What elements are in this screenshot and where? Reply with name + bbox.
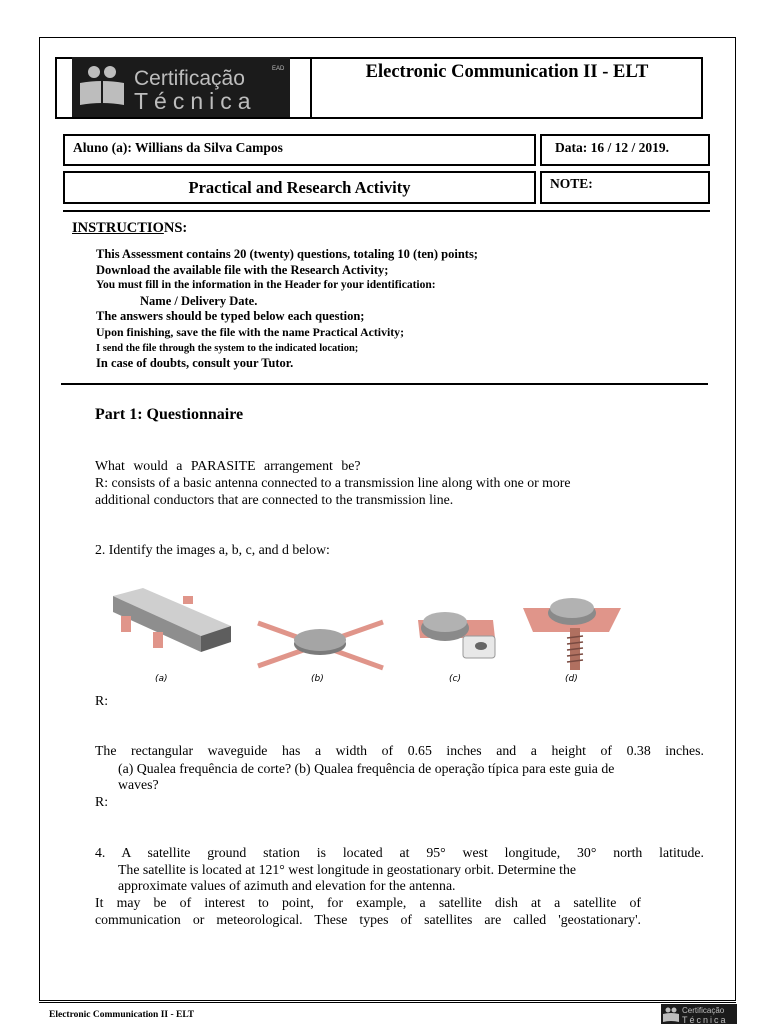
- instruction-item: You must fill in the information in the Header for your identification:: [96, 279, 436, 292]
- instruction-item: The answers should be typed below each question;: [96, 309, 365, 324]
- component-c-icon: [418, 612, 495, 658]
- student-label: Aluno (a): Willians da Silva Campos: [73, 140, 283, 155]
- component-d-icon: [523, 598, 621, 670]
- logo-graphic-icon: [72, 57, 290, 117]
- instruction-item: I send the file through the system to the indicated location;: [96, 342, 359, 354]
- q3-line2: (a) Qualea frequência de corte? (b) Qualea frequência de operação típica para este guia de: [118, 761, 615, 776]
- q1-answer-l2: additional conductors that are connected to the transmission line.: [95, 492, 454, 507]
- logo-sup: EAD: [272, 66, 285, 72]
- svg-text:Técnica: Técnica: [682, 1015, 728, 1024]
- q1-question: What would a PARASITE arrangement be?: [95, 458, 361, 473]
- instruction-item: This Assessment contains 20 (twenty) questions, totaling 10 (ten) points;: [96, 247, 478, 261]
- instruction-item: Upon finishing, save the file with the name Practical Activity;: [96, 324, 405, 339]
- footer-logo-icon: [661, 1004, 737, 1024]
- q3-line1: The rectangular waveguide has a width of 0.65 inches and a height of 0.38 inches.: [95, 743, 704, 758]
- date-label: Data: 16 / 12 / 2019.: [555, 140, 669, 155]
- q4-line5: communication or meteorological. These types of satellites are called 'geostationary'.: [95, 912, 641, 927]
- footer-rule: [39, 1002, 736, 1003]
- instruction-item: In case of doubts, consult your Tutor.: [96, 356, 294, 371]
- q4-line2: The satellite is located at 121° west longitude in geostationary orbit. Determine the: [118, 862, 577, 877]
- component-b-icon: [258, 622, 383, 668]
- q2-question: 2. Identify the images a, b, c, and d below:: [95, 542, 330, 557]
- footer-logo: [661, 1004, 737, 1024]
- top-rule: [63, 210, 710, 212]
- instructions-title: INSTRUCTIONS:: [72, 220, 188, 236]
- instructions-rule: [61, 383, 708, 385]
- instruction-item: Name / Delivery Date.: [140, 293, 258, 308]
- part1-title: Part 1: Questionnaire: [95, 406, 244, 423]
- q4-line1: 4. A satellite ground station is located at 95° west longitude, 30° north latitude.: [95, 845, 704, 860]
- fig-label-c: (c): [449, 674, 461, 684]
- q3-answer: R:: [95, 794, 109, 809]
- fig-label-b: (b): [311, 674, 324, 684]
- component-figures: [103, 588, 633, 688]
- q2-answer: R:: [95, 693, 109, 708]
- fig-label-a: (a): [155, 674, 168, 684]
- footer-text: Electronic Communication II - ELT: [49, 1010, 195, 1020]
- q1-answer-l1: R: consists of a basic antenna connected to a transmission line along with one or more: [95, 475, 571, 490]
- course-title: Electronic Communication II - ELT: [365, 62, 649, 82]
- fig-label-d: (d): [565, 674, 578, 684]
- brand-logo: [72, 57, 290, 117]
- q4-line3: approximate values of azimuth and elevation for the antenna.: [118, 878, 456, 893]
- q4-line4: It may be of interest to point, for example, a satellite dish at a satellite of: [95, 895, 641, 910]
- logo-line1: Certificação: [134, 67, 245, 90]
- component-a-icon: [113, 588, 231, 652]
- note-label: NOTE:: [550, 176, 593, 191]
- instructions-list: [96, 247, 478, 372]
- activity-title: Practical and Research Activity: [188, 178, 411, 197]
- q3-line3: waves?: [118, 777, 159, 792]
- logo-line2: Técnica: [134, 88, 257, 114]
- instruction-item: Download the available file with the Research Activity;: [96, 262, 389, 277]
- svg-text:Certificação: Certificação: [682, 1006, 725, 1015]
